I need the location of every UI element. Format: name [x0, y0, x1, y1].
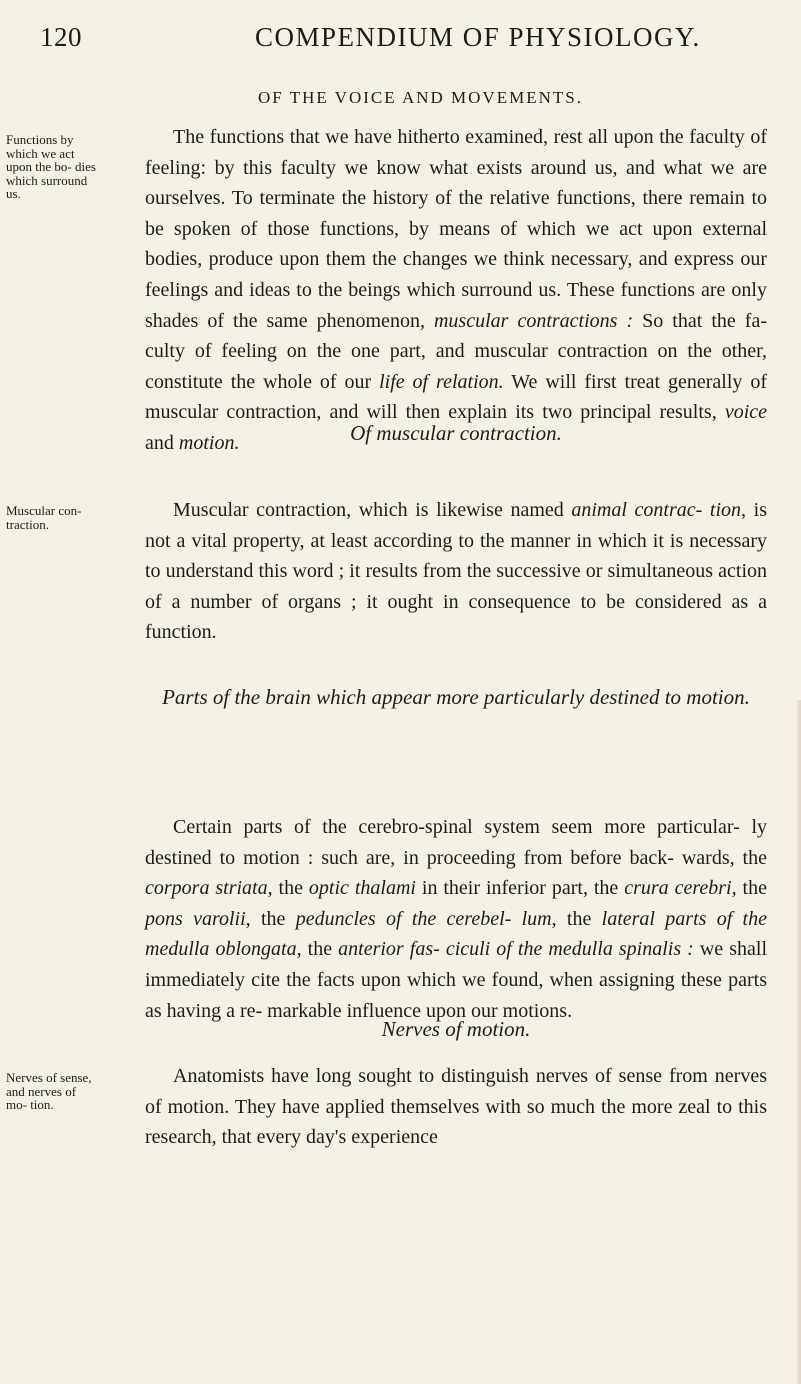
text-run: Muscular contraction, which is likewise named — [173, 499, 572, 521]
italic-term: pons varolii, — [145, 907, 251, 930]
running-title: COMPENDIUM OF PHYSIOLOGY. — [255, 22, 701, 52]
paragraph-functions — [145, 122, 767, 459]
subheading-nerves-of-motion: Nerves of motion. — [381, 1017, 531, 1041]
paragraph-nerves — [145, 1061, 767, 1153]
italic-term: motion. — [178, 431, 240, 454]
text-run: is not a vital property, at least according to the manner in which it is necessary to understand this word ; it results from the successive or simultaneous action of a number of organs ; it ought in consequence to be considered as a function. — [145, 499, 767, 644]
italic-term: muscular contractions : — [433, 309, 634, 332]
paragraph-muscular-contraction — [145, 495, 767, 648]
italic-term: crura cerebri, — [624, 877, 737, 900]
text-run: We will first treat generally of muscular contraction, and will then explain its two principal results, — [145, 370, 767, 424]
text-run: the — [272, 877, 309, 900]
subheading-brain-parts: Parts of the brain which appear more particularly destined to motion. — [162, 685, 750, 709]
text-run: and — [145, 431, 179, 454]
margin-note-muscular-contraction: Muscular con- traction. — [6, 503, 82, 532]
margin-note-functions: Functions by which we act upon the bo- dies which surround us. — [6, 132, 96, 201]
text-run: So that the fa- culty of feeling on the one part, and muscular contraction on the other, constitute the whole of our — [145, 309, 767, 393]
italic-term: peduncles of the cerebel- lum, — [295, 907, 557, 930]
italic-term: life of relation. — [379, 370, 504, 393]
subheading-muscular-contraction: Of muscular contraction. — [350, 421, 562, 445]
italic-term: optic thalami — [308, 877, 416, 900]
margin-note-nerves: Nerves of sense, and nerves of mo- tion. — [6, 1070, 92, 1112]
text-run: Certain parts of the cerebro-spinal system seem more particular- ly destined to motion : such are, in proceeding from before back- wards, the — [145, 816, 767, 869]
text-run: we shall immediately cite the facts upon which we found, when assigning these parts as having a re- markable influence upon our motions. — [145, 938, 768, 1022]
italic-term: anterior fas- ciculi of the medulla spinalis : — [338, 938, 694, 961]
text-run: in their inferior part, the — [415, 877, 625, 900]
section-title: OF THE VOICE AND MOVEMENTS. — [258, 88, 583, 107]
text-run: the — [301, 938, 339, 961]
italic-term: corpora striata, — [145, 877, 273, 900]
text-run: the — [250, 907, 296, 930]
paragraph-brain-parts — [145, 812, 767, 1026]
running-head — [0, 22, 801, 62]
text-run: Anatomists have long sought to distinguish nerves of sense from nerves of motion. They have applied themselves with so much the more zeal to this research, that every day's experience — [145, 1065, 767, 1149]
text-run: The functions that we have hitherto examined, rest all upon the faculty of feeling: by this faculty we know what exists around us, and what we are ourselves. To terminate the history of the relative functions, there remain to be spoken of those functions, by means of which we act upon external bodies, produce upon them the changes we think necessary, and express our feelings and ideas to the beings which surround us. These functions are only shades of the same phenomenon, — [145, 126, 767, 332]
italic-term: animal contrac- tion, — [571, 499, 747, 521]
page-number: 120 — [40, 22, 82, 52]
page-edge-shadow — [797, 700, 801, 1384]
text-run: the — [736, 877, 767, 900]
italic-term: lateral parts of the medulla oblongata, — [145, 907, 767, 961]
italic-term: voice — [724, 401, 767, 424]
text-run: the — [556, 907, 602, 930]
